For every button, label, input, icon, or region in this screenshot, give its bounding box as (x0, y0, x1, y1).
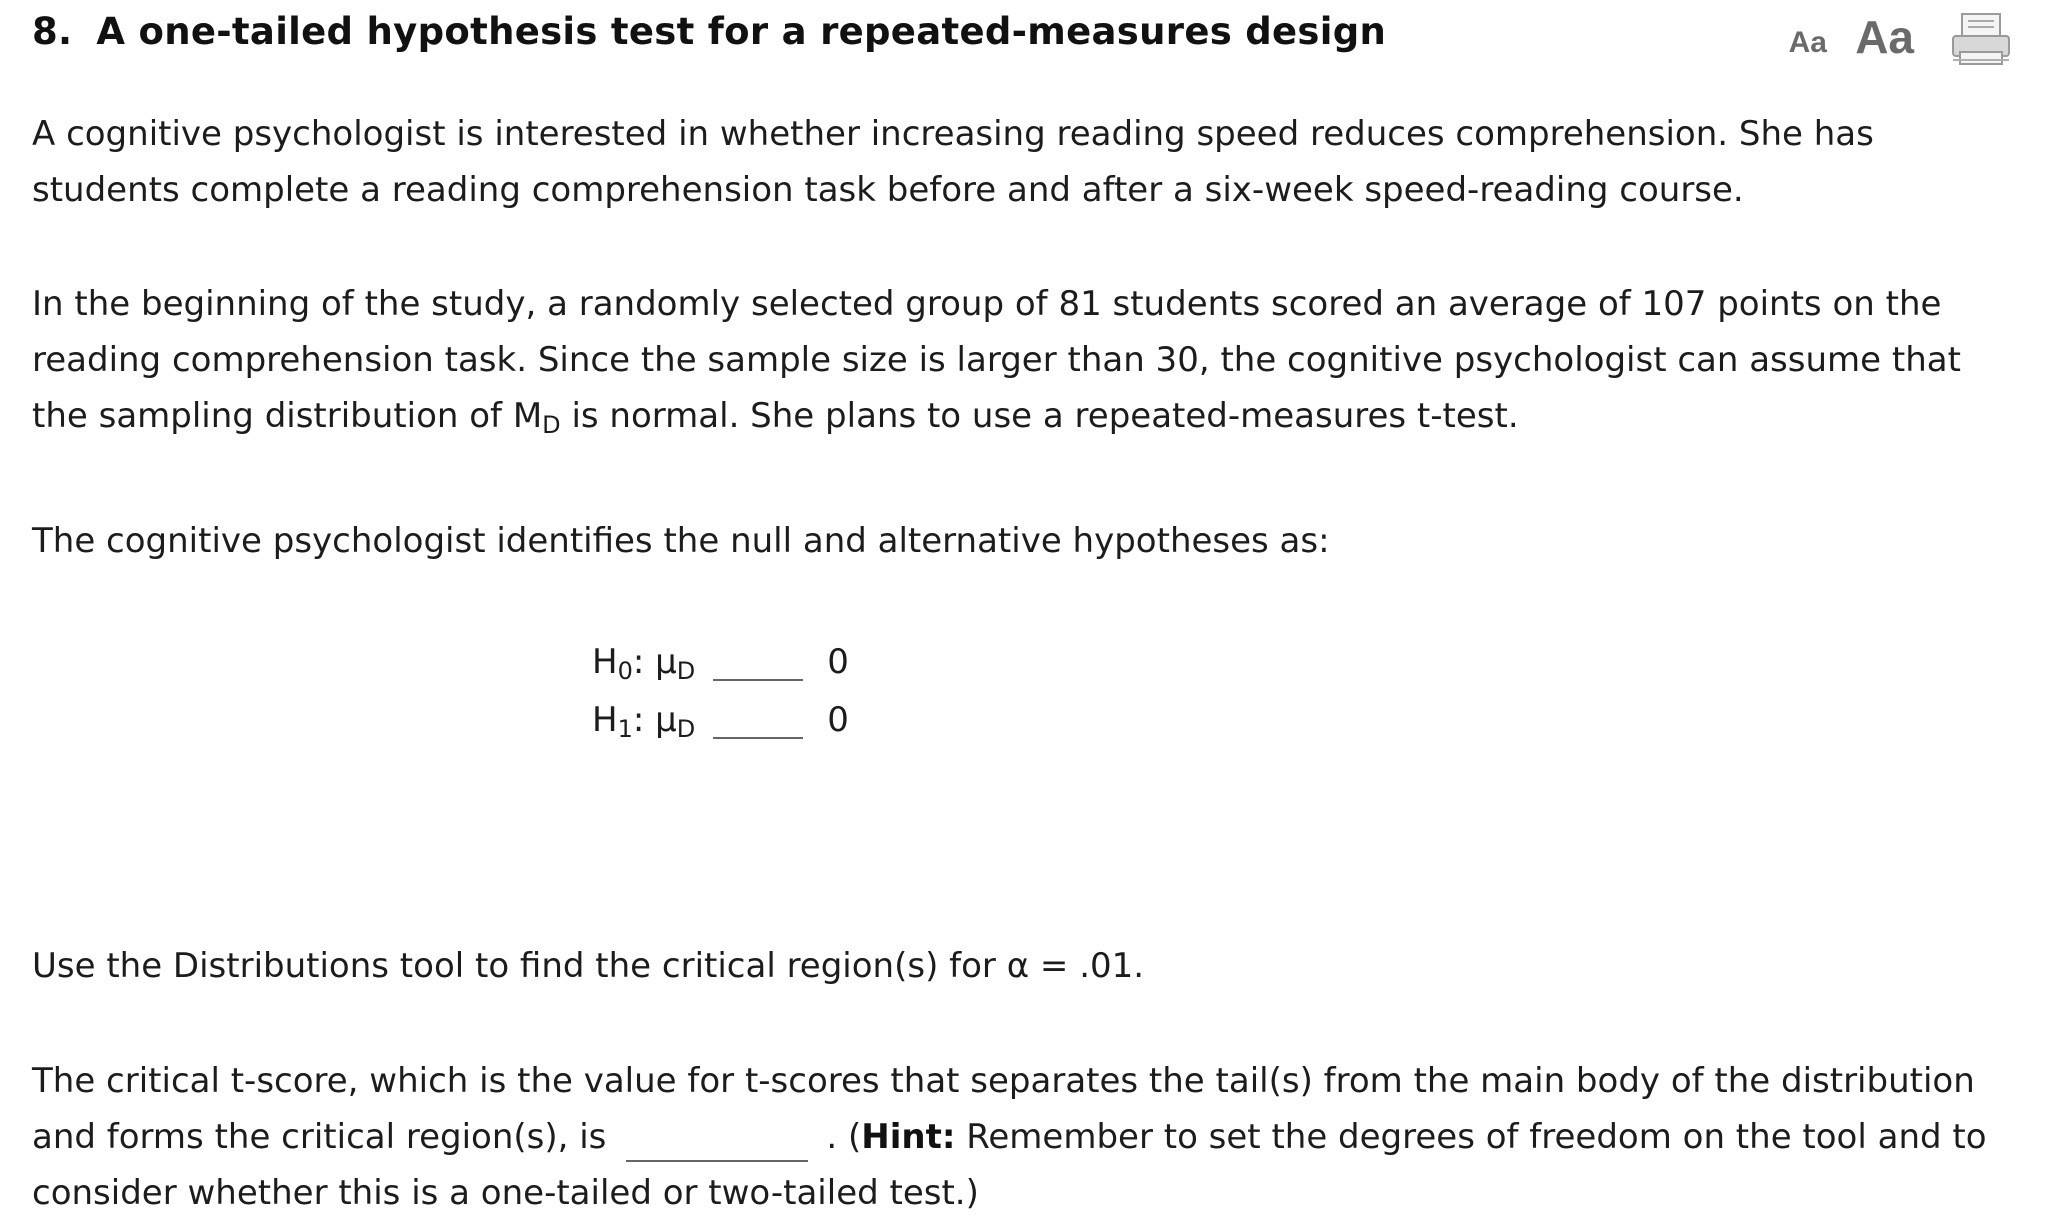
null-hypothesis-operator-dropdown[interactable] (713, 649, 803, 681)
toolbar (1752, 10, 2012, 70)
question-title (32, 10, 1386, 53)
mu-symbol: : μ (632, 700, 677, 740)
study-paragraph (32, 276, 2022, 444)
null-hypothesis (592, 642, 849, 685)
hypothesis-subscript: 0 (617, 657, 633, 685)
hypothesis-subscript: 1 (617, 715, 633, 743)
hint-label: Hint: (861, 1117, 956, 1157)
study-text-2: is normal. She plans to use a repeated-measures t-test. (560, 396, 1519, 436)
critical-t-score-input[interactable] (626, 1124, 808, 1162)
after-blank-text: . ( (826, 1117, 862, 1157)
question-number: 8. (32, 10, 73, 53)
decrease-font-button[interactable]: Aa (1788, 26, 1827, 59)
hint-text: Remember to set the degrees of freedom on the tool and to consider whether this is a one-tailed or two-tailed test.) (32, 1117, 1987, 1213)
intro-paragraph: A cognitive psychologist is interested in whether increasing reading speed reduces comprehension. She has students complete a reading comprehension task before and after a six-week speed-reading course. (32, 114, 1874, 210)
mu-subscript: D (676, 715, 696, 743)
study-text-1: In the beginning of the study, a randomly selected group of 81 students scored an average of 107 points on the reading comprehension task. Since the sample size is larger than 30, the cognitive psychologist can assume that the sampling distribution of M (32, 284, 1961, 436)
hypothesis-value: 0 (827, 700, 849, 740)
alternative-hypothesis (592, 700, 849, 743)
subscript-d: D (542, 411, 561, 439)
question-title-text: A one-tailed hypothesis test for a repeated-measures design (96, 10, 1387, 53)
instruction-paragraph: Use the Distributions tool to find the critical region(s) for α = .01. (32, 946, 1145, 986)
hypothesis-value: 0 (827, 642, 849, 682)
alternative-hypothesis-operator-dropdown[interactable] (713, 707, 803, 739)
increase-font-button[interactable]: Aa (1855, 11, 1914, 63)
mu-symbol: : μ (632, 642, 677, 682)
hypothesis-label: H (592, 642, 618, 682)
hypothesis-label: H (592, 700, 618, 740)
print-icon[interactable] (1950, 12, 2012, 68)
critical-score-paragraph (32, 1053, 2022, 1221)
critical-text: The critical t-score, which is the value for t-scores that separates the tail(s) from the main body of the distribution and forms the critical region(s), is (32, 1061, 1975, 1157)
question-header (32, 10, 2012, 70)
mu-subscript: D (676, 657, 696, 685)
hypotheses-intro: The cognitive psychologist identifies the null and alternative hypotheses as: (32, 521, 1330, 561)
